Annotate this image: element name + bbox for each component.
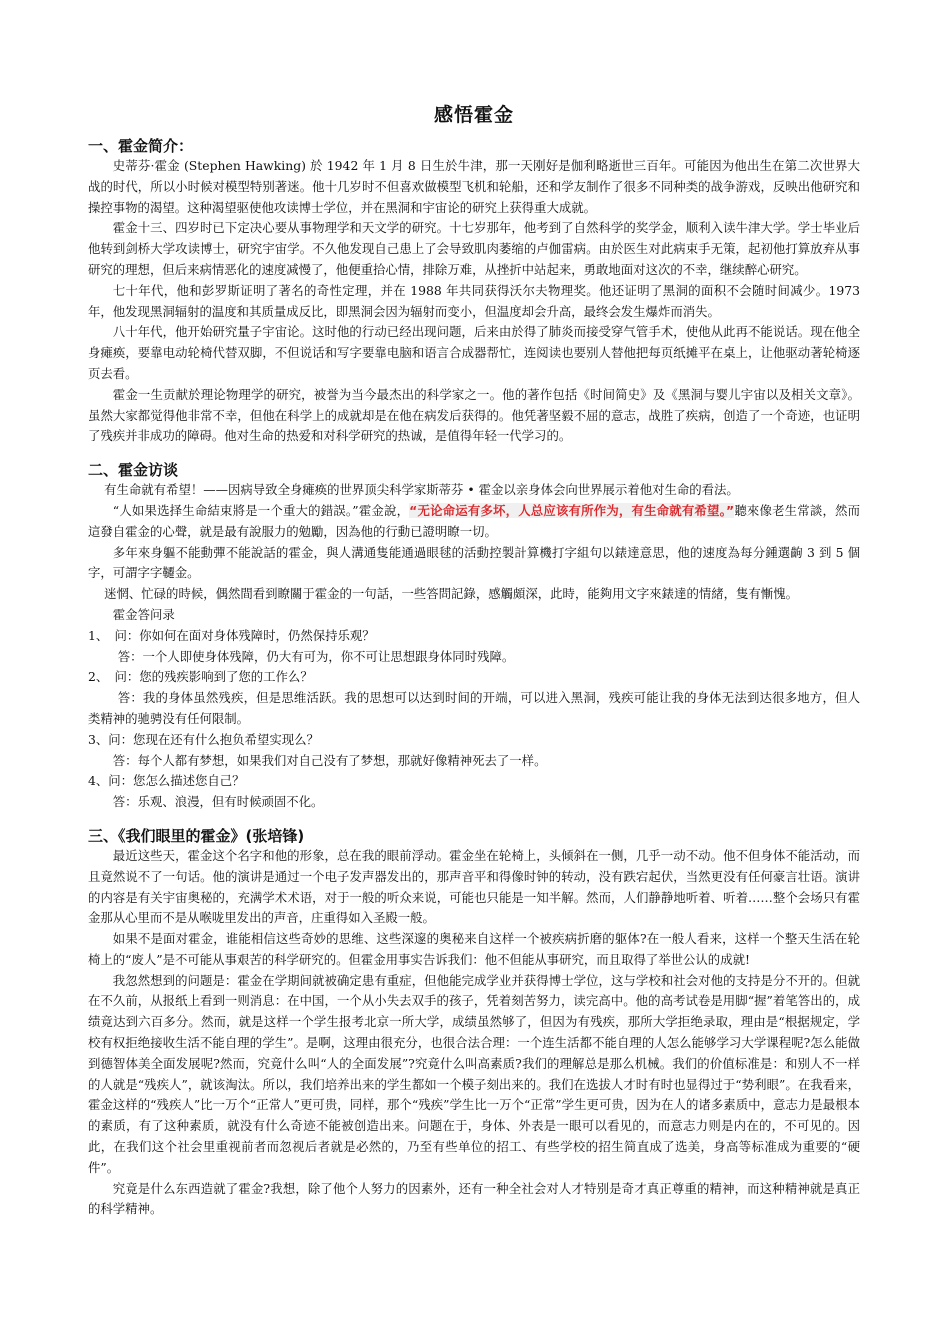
paragraph: 如果不是面对霍金，谁能相信这些奇妙的思维、这些深邃的奥秘来自这样一个被疾病折磨的躯体?在一般人看来，这样一个整天生活在轮椅上的“废人”是不可能从事艰苦的科学研究的。但霍金用事实告诉我们：他不但能从事研究，而且取得了举世公认的成就! bbox=[88, 931, 860, 967]
document-title: 感悟霍金 bbox=[433, 104, 514, 126]
quote-text: 聽來像老生常談，然而這發自霍金的心聲，就是最有說服力的勉勵，因為他的行動已證明瞭一切。 bbox=[88, 502, 861, 539]
paragraph: 有生命就有希望！——因病导致全身瘫痪的世界顶尖科学家斯蒂芬 • 霍金以亲身体会向世界展示着他对生命的看法。 bbox=[104, 482, 739, 498]
document-page bbox=[88, 100, 860, 1220]
paragraph: 霍金一生贡献於理论物理学的研究，被誉为当今最杰出的科学家之一。他的著作包括《时间简史》及《黑洞与婴儿宇宙以及相关文章》。虽然大家都觉得他非常不幸，但他在科学上的成就却是在他在病发后获得的。他凭著坚毅不屈的意志，战胜了疾病，创造了一个奇迹，也证明了残疾并非成功的障碍。他对生命的热爱和对科学研究的热诚，是值得年轻一代学习的。 bbox=[88, 386, 860, 444]
quote-text: “人如果选择生命結束將是一个重大的錯誤。”霍金說， bbox=[112, 502, 410, 518]
paragraph: 我忽然想到的问题是：霍金在学期间就被确定患有重症，但他能完成学业并获得博士学位，这与学校和社会对他的支持是分不开的。但就在不久前，从报纸上看到一则消息：在中国，一个从小失去双手的孩子，凭着刻苦努力，读完高中。他的高考试卷是用脚“握”着笔答出的，成绩竟达到六百多分。然而，就是这样一个学生报考北京一所大学，成绩虽然够了，但因为有残疾，那所大学拒绝录取，理由是“根据规定，学校有权拒绝接收生活不能自理的学生”。是啊，这理由很充分，也很合法合理：一个连生活都不能自理的人怎么能够学习大学课程呢?怎么能做到德智体美全面发展呢?然而，究竟什么叫“人的全面发展”?究竟什么叫高素质?我们的理解总是那么机械。我们的价值标准是：和别人不一样的人就是“残疾人”，就该淘汰。所以，我们培养出来的学生都如一个模子刻出来的。我们在选拔人才时有时也显得过于“势利眼”。在我看来，霍金这样的“残疾人”比一万个“正常人”更可贵，同样，那个“残疾”学生比一万个“正常”学生更可贵，因为在人的诸多素质中，意志力是最根本的素质，有了这种素质，就没有什么奇迹不能被创造出来。问题在于，身体、外表是一眼可以看见的，而意志力则是内在的，不可见的。因此，在我们这个社会里重视前者而忽视后者就是必然的，乃至有些单位的招工、有些学校的招生简直成了选美，身高等标准成为重要的“硬件”。 bbox=[88, 972, 860, 1175]
qa-question: 3、问：您现在还有什么抱负希望实现么？ bbox=[88, 731, 319, 747]
paragraph: 最近这些天，霍金这个名字和他的形象，总在我的眼前浮动。霍金坐在轮椅上，头倾斜在一侧，几乎一动不动。他不但身体不能活动，而且竟然说不了一句话。他的演讲是通过一个电子发声器发出的，那声音平和得像时钟的转动，没有跌宕起伏，当然更没有任何豪言壮语。演讲的内容是有关宇宙奥秘的，充满学术术语，对于一般的听众来说，可能也只能是一知半解。然而，人们静静地听着、听着……整个会场只有霍金那从心里而不是从喉咙里发出的声音，庄重得如入圣殿一般。 bbox=[88, 847, 860, 926]
highlighted-quote: “无论命运有多坏，人总应该有所作为，有生命就有希望。” bbox=[409, 502, 735, 518]
qa-answer: 答：一个人即使身体残障，仍大有可为，你不可让思想跟身体同时残障。 bbox=[117, 648, 515, 664]
qa-question: 1、 问：你如何在面对身体残障时，仍然保持乐观？ bbox=[88, 627, 375, 643]
paragraph: 多年來身軀不能動彈不能說話的霍金，與人溝通隻能通過眼毬的活動控製計算機打字組句以錶達意思，他的速度為每分鍾選齣 3 到 5 個字，可謂字字韆金。 bbox=[88, 544, 860, 581]
paragraph: 七十年代，他和彭罗斯证明了著名的奇性定理，并在 1988 年共同获得沃尔夫物理奖。他还证明了黑洞的面积不会随时间减少。1973 年，他发现黑洞辐射的温度和其质量成反比，即黑洞会因为辐射而变小，但温度却会升高，最终会发生爆炸而消失。 bbox=[88, 282, 860, 319]
section-heading-interview: 二、霍金访谈 bbox=[88, 461, 179, 480]
paragraph: 究竟是什么东西造就了霍金?我想，除了他个人努力的因素外，还有一种全社会对人才特别是奇才真正尊重的精神，而这种精神就是真正的科学精神。 bbox=[88, 1180, 860, 1217]
paragraph: 八十年代，他开始研究量子宇宙论。这时他的行动已经出现问题，后来由於得了肺炎而接受穿气管手术，使他从此再不能说话。现在他全身瘫痪，要靠电动轮椅代替双脚，不但说话和写字要靠电脑和语言合成器帮忙，连阅读也要别人替他把每页纸摊平在桌上，让他驱动著轮椅逐页去看。 bbox=[88, 324, 860, 381]
qa-question: 2、 问：您的残疾影响到了您的工作么？ bbox=[88, 669, 313, 685]
qa-answer: 答：每个人都有梦想，如果我们对自己没有了梦想，那就好像精神死去了一样。 bbox=[112, 752, 547, 768]
paragraph: 史蒂芬·霍金 (Stephen Hawking) 於 1942 年 1 月 8 日生於牛津，那一天刚好是伽利略逝世三百年。可能因为他出生在第二次世界大战的时代，所以小时候对模型特别著迷。他十几岁时不但喜欢做模型飞机和轮船，还和学友制作了很多不同种类的战争游戏，反映出他研究和操控事物的渴望。这种渴望驱使他攻读博士学位，并在黑洞和宇宙论的研究上获得重大成就。 bbox=[88, 158, 860, 215]
qa-answer: 答：乐观、浪漫，但有时候顽固不化。 bbox=[112, 794, 324, 810]
quote-paragraph bbox=[88, 501, 860, 543]
qa-title: 霍金答问录 bbox=[112, 606, 175, 622]
paragraph: 迷惘、忙碌的時候，偶然間看到瞭關于霍金的一句話，一些答問記錄，感觸頗深，此時，能夠用文字來錶達的情緒，隻有慚愧。 bbox=[104, 586, 798, 602]
qa-answer: 答：我的身体虽然残疾，但是思维活跃。我的思想可以达到时间的开端，可以进入黑洞，残疾可能让我的身体无法到达很多地方，但人类精神的驰骋没有任何限制。 bbox=[88, 690, 860, 726]
qa-question: 4、问：您怎么描述您自己？ bbox=[88, 773, 245, 789]
section-heading-essay: 三、《我们眼里的霍金》(张培锋) bbox=[88, 826, 305, 845]
paragraph: 霍金十三、四岁时已下定决心要从事物理学和天文学的研究。十七岁那年，他考到了自然科学的奖学金，顺利入读牛津大学。学士毕业后他转到剑桥大学攻读博士，研究宇宙学。不久他发现自己患上了会导致肌肉萎缩的卢伽雷病。由於医生对此病束手无策，起初他打算放弃从事研究的理想，但后来病情恶化的速度减慢了，他便重拾心情，排除万难，从挫折中站起来，勇敢地面对这次的不幸，继续醉心研究。 bbox=[88, 220, 860, 277]
section-heading-intro: 一、霍金简介： bbox=[88, 137, 194, 155]
